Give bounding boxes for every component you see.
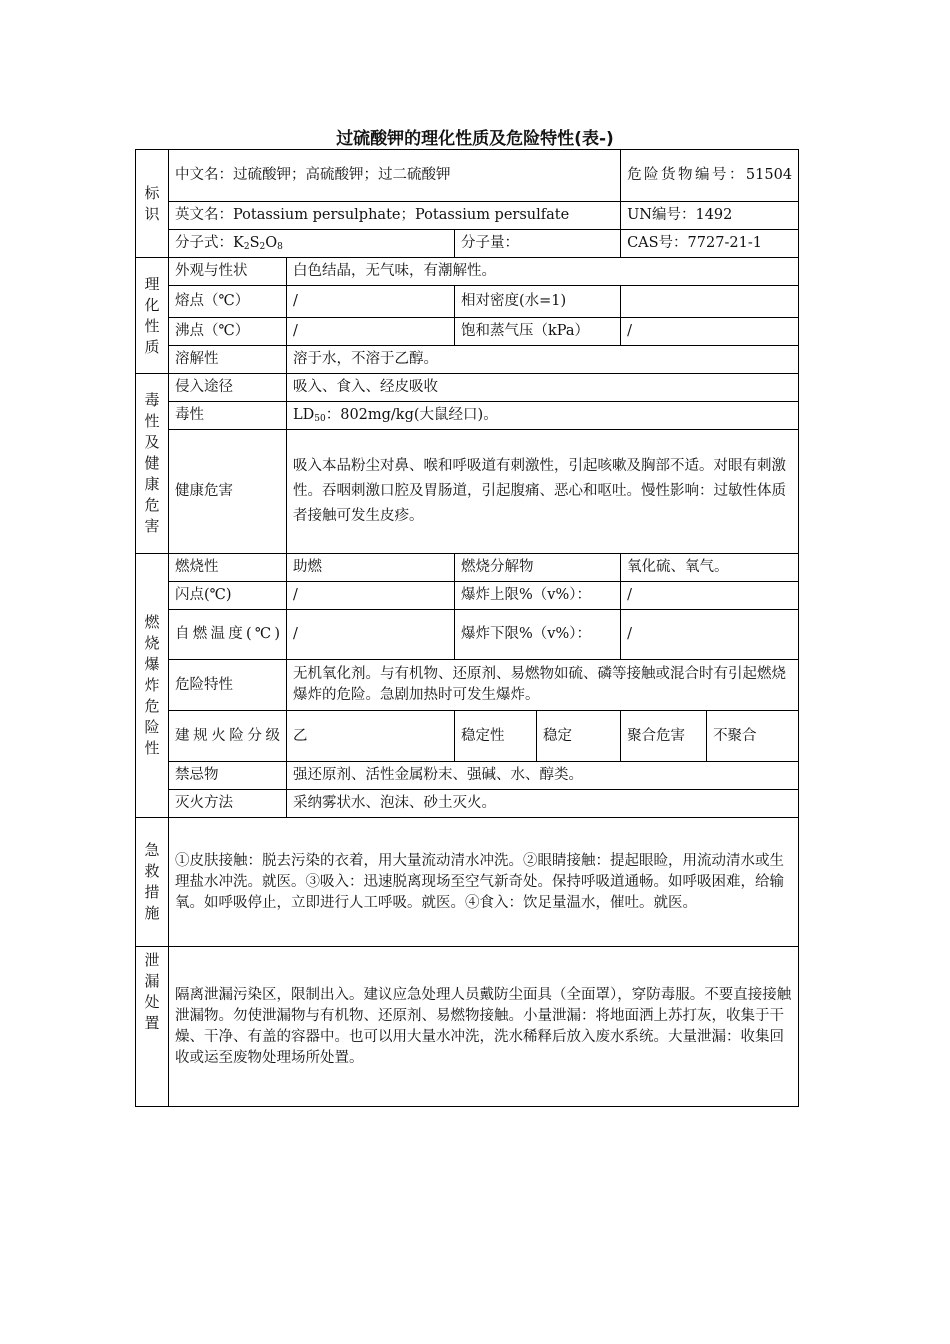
boiling-point-value: / xyxy=(287,318,455,346)
melting-point-label: 熔点（℃） xyxy=(169,286,287,318)
cas-number: CAS号：7727-21-1 xyxy=(621,230,799,258)
solubility-value: 溶于水，不溶于乙醇。 xyxy=(287,346,799,374)
autoignition-value: / xyxy=(287,610,455,660)
section-identification: 标识 xyxy=(136,150,169,258)
section-physchem: 理化性质 xyxy=(136,258,169,374)
document-title: 过硫酸钾的理化性质及危险特性(表-) xyxy=(336,129,614,149)
safety-data-table xyxy=(135,149,799,1107)
density-value xyxy=(621,286,799,318)
section-toxicity: 毒性及健康危害 xyxy=(136,374,169,554)
flash-point-label: 闪点(℃) xyxy=(169,582,287,610)
stability-label: 稳定性 xyxy=(455,711,537,762)
lower-limit-value: / xyxy=(621,610,799,660)
combustibility-value: 助燃 xyxy=(287,554,455,582)
health-hazard-value: 吸入本品粉尘对鼻、喉和呼吸道有刺激性，引起咳嗽及胸部不适。对眼有刺激性。吞咽刺激口腔及胃肠道，引起腹痛、恶心和呕吐。慢性影响：过敏性体质者接触可发生皮疹。 xyxy=(287,430,799,554)
section-fire: 燃烧爆炸危险性 xyxy=(136,554,169,818)
density-label: 相对密度(水=1) xyxy=(455,286,621,318)
molecular-formula: 分子式：$K_2S_2O_8$ xyxy=(169,230,455,258)
flash-point-value: / xyxy=(287,582,455,610)
first-aid-text: ①皮肤接触：脱去污染的衣着，用大量流动清水冲洗。②眼睛接触：提起眼睑，用流动清水或生理盐水冲洗。就医。③吸入：迅速脱离现场至空气新奇处。保持呼吸道通畅。如呼吸困难，给输氧。如呼吸停止，立即进行人工呼吸。就医。④食入：饮足量温水，催吐。就医。 xyxy=(169,818,799,947)
health-hazard-label: 健康危害 xyxy=(169,430,287,554)
boiling-point-label: 沸点（℃） xyxy=(169,318,287,346)
fire-class-label: 建规火险分级 xyxy=(169,711,287,762)
autoignition-label: 自燃温度(℃) xyxy=(169,610,287,660)
solubility-label: 溶解性 xyxy=(169,346,287,374)
lower-limit-label: 爆炸下限%（v%）： xyxy=(455,610,621,660)
molecular-weight: 分子量： xyxy=(455,230,621,258)
stability-value: 稳定 xyxy=(537,711,621,762)
hazard-value: 无机氧化剂。与有机物、还原剂、易燃物如硫、磷等接触或混合时有引起燃烧爆炸的危险。急剧加热时可发生爆炸。 xyxy=(287,660,799,711)
melting-point-value: / xyxy=(287,286,455,318)
extinguishing-value: 采纳雾状水、泡沫、砂土灭火。 xyxy=(287,790,799,818)
vapor-pressure-value: / xyxy=(621,318,799,346)
section-first-aid: 急救措施 xyxy=(136,818,169,947)
un-number: UN编号：1492 xyxy=(621,202,799,230)
section-leak: 泄漏处置 xyxy=(136,947,169,1107)
decomposition-label: 燃烧分解物 xyxy=(455,554,621,582)
chinese-name: 中文名：过硫酸钾；高硫酸钾；过二硫酸钾 xyxy=(169,150,621,202)
appearance-label: 外观与性状 xyxy=(169,258,287,286)
combustibility-label: 燃烧性 xyxy=(169,554,287,582)
incompatible-label: 禁忌物 xyxy=(169,762,287,790)
extinguishing-label: 灭火方法 xyxy=(169,790,287,818)
leak-text: 隔离泄漏污染区，限制出入。建议应急处理人员戴防尘面具（全面罩），穿防毒服。不要直接接触泄漏物。勿使泄漏物与有机物、还原剂、易燃物接触。小量泄漏：将地面洒上苏打灰，收集于干燥、干净、有盖的容器中。也可以用大量水冲洗，洗水稀释后放入废水系统。大量泄漏：收集回收或运至废物处理场所处置。 xyxy=(169,947,799,1107)
appearance-value: 白色结晶，无气味，有潮解性。 xyxy=(287,258,799,286)
vapor-pressure-label: 饱和蒸气压（kPa） xyxy=(455,318,621,346)
upper-limit-label: 爆炸上限%（v%）： xyxy=(455,582,621,610)
toxicity-label: 毒性 xyxy=(169,402,287,430)
upper-limit-value: / xyxy=(621,582,799,610)
toxicity-value: $LD_{50}$：802mg/kg(大鼠经口)。 xyxy=(287,402,799,430)
dangerous-goods-number: 危险货物编号：51504 xyxy=(621,150,799,202)
route-label: 侵入途径 xyxy=(169,374,287,402)
incompatible-value: 强还原剂、活性金属粉末、强碱、水、醇类。 xyxy=(287,762,799,790)
english-name: 英文名：Potassium persulphate；Potassium persulfate xyxy=(169,202,621,230)
polymerization-value: 不聚合 xyxy=(707,711,799,762)
route-value: 吸入、食入、经皮吸收 xyxy=(287,374,799,402)
decomposition-value: 氧化硫、氧气。 xyxy=(621,554,799,582)
hazard-label: 危险特性 xyxy=(169,660,287,711)
fire-class-value: 乙 xyxy=(287,711,455,762)
polymerization-label: 聚合危害 xyxy=(621,711,707,762)
